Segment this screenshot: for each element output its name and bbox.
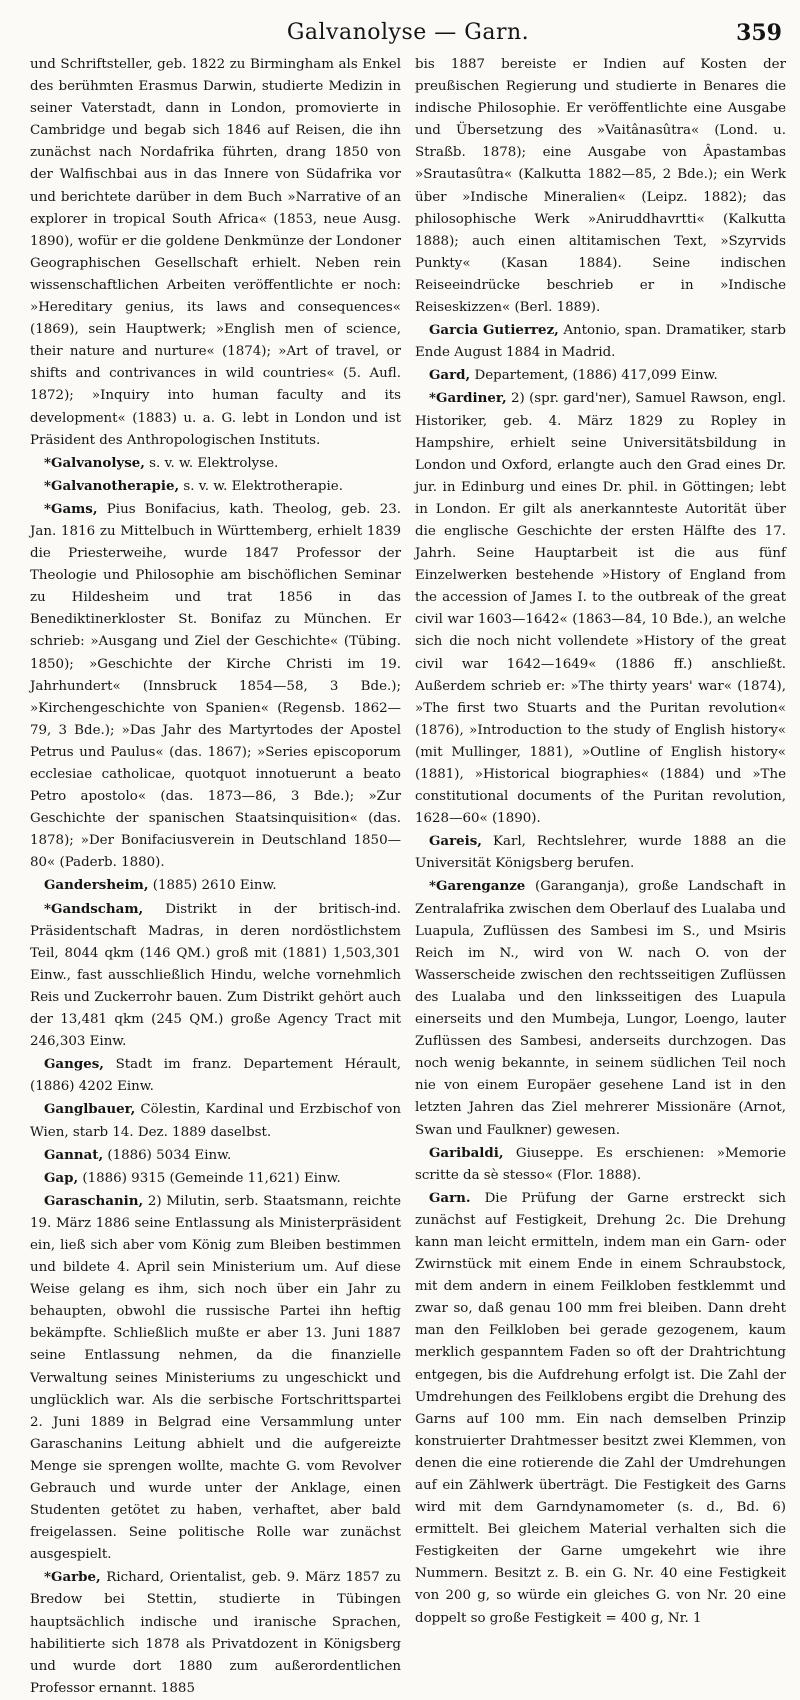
entry-text: Departement, (1886) 417,099 Einw. [470,368,718,384]
entry-headword: Ganges, [44,1056,104,1073]
entry-headword: Gandersheim, [44,877,149,894]
entry-text: s. v. w. Elektrotherapie. [179,478,343,494]
entry-text: 2) (spr. gard'ner), Samuel Rawson, engl. Historiker, geb. 4. März 1829 zu Ropley in Hampshire, erhielt seine Universitätsbildung in London und Oxford, erlangte auch den Grad eines Dr. jur. in Edinburg und eines Dr. phil. in Göttingen; lebt in London. Er gilt als anerkannteste Autorität über die englische Geschichte der ersten Hälfte des 17. Jahrh. Seine Hauptarbeit ist die aus fünf Einzelwerken bestehende »History of England from the accession of James I. to the outbreak of the great civil war 1603—1642« (1863—84, 10 Bde.), an welche sich die noch nicht vollendete »History of the great civil war 1642—1649« (1886 ff.) anschließt. Außerdem schrieb er: »The thirty years' war« (1874), »The first two Stuarts and the Puritan revolution« (1876), »Introduction to the study of English history« (mit Mullinger, 1881), »Outline of English history« (1881), »Historical biographies« (1884) und »The constitutional documents of the Puritan revolution, 1628—60« (1890). [415,391,786,827]
right-column [415,54,786,1700]
entry-text: Cölestin, Kardinal und Erzbischof von Wien, starb 14. Dez. 1889 daselbst. [30,1102,401,1140]
dictionary-entry [415,1187,786,1630]
entry-headword: Gard, [429,367,471,384]
entry-headword: *Garenganze [429,878,526,895]
entry-headword: Ganglbauer, [44,1101,136,1118]
dictionary-entry [30,452,401,475]
entry-text: und Schriftsteller, geb. 1822 zu Birmingham als Enkel des berühmten Erasmus Darwin, studierte Medizin in seiner Vaterstadt, dann in London, promovierte in Cambridge und begab sich 1846 auf Reisen, die ihn zunächst nach Nordafrika führten, drang 1850 von der Walfischbai aus in das Innere von Südafrika vor und berichtete darüber in dem Buch »Narrative of an explorer in tropical South Africa« (1853, neue Ausg. 1890), wofür er die goldene Denkmünze der Londoner Geographischen Gesellschaft erhielt. Neben rein wissenschaftlichen Arbeiten veröffentlichte er noch: »Hereditary genius, its laws and consequences« (1869), sein Hauptwerk; »English men of science, their nature and nurture« (1874); »Art of travel, or shifts and contrivances in wild countries« (5. Aufl. 1872); »Inquiry into human faculty and its development« (1883) u. a. G. lebt in London und ist Präsident des Anthropologischen Instituts. [30,57,401,448]
dictionary-entry [30,498,401,875]
running-title: Galvanolyse — Garn. [286,20,530,45]
entry-headword: *Gandscham, [44,900,144,917]
entry-text: Antonio, span. Dramatiker, starb Ende August 1884 in Madrid. [415,323,786,361]
dictionary-entry [30,1167,401,1190]
entry-headword: Garcia Gutierrez, [429,322,559,339]
entry-text: bis 1887 bereiste er Indien auf Kosten der preußischen Regierung und studierte in Benares die indische Philosophie. Er veröffentlichte eine Ausgabe und Übersetzung des »Vaitânasûtra« (Lond. u. Straßb. 1878); eine Ausgabe von Âpastambas »Srautasûtra« (Kalkutta 1882—85, 2 Bde.); ein Werk über »Indische Mineralien« (Leipz. 1882); das philosophische Werk »Aniruddhavrtti« (Kalkutta 1888); auch einen altitamischen Text, »Szyrvids Punkty« (Kasan 1884). Seine indischen Reiseeindrücke beschrieb er in »Indische Reiseskizzen« (Berl. 1889). [415,57,786,316]
page-number: 359 [736,20,782,46]
continued-text [415,54,786,319]
entry-text: (1885) 2610 Einw. [148,878,277,894]
entry-headword: Garaschanin, [44,1192,144,1209]
entry-text: Stadt im franz. Departement Hérault, (1886) 4202 Einw. [30,1057,401,1095]
dictionary-entry [30,874,401,897]
dictionary-entry [30,1098,401,1143]
entry-headword: Gannat, [44,1146,104,1163]
entry-text: Richard, Orientalist, geb. 9. März 1857 zu Bredow bei Stettin, studierte in Tübingen hauptsächlich indische und iranische Sprachen, habilitierte sich 1878 als Privatdozent in Königsberg und wurde dort 1880 zum außerordentlichen Professor ernannt. 1885 [30,1570,401,1696]
dictionary-entry [415,387,786,830]
dictionary-entry [415,319,786,364]
entry-headword: *Garbe, [44,1569,101,1586]
entry-headword: Gareis, [429,833,482,850]
entry-headword: *Galvanolyse, [44,454,145,471]
dictionary-entry [415,364,786,387]
continued-text [30,54,401,452]
entry-text: Distrikt in der britisch-ind. Präsidentschaft Madras, in deren nordöstlichstem Teil, 8044 qkm (146 QM.) groß mit (1881) 1,503,301 Einw., fast ausschließlich Hindu, welche vornehmlich Reis und Zuckerrohr bauen. Zum Distrikt gehört auch der 13,481 qkm (245 QM.) große Agency Tract mit 246,303 Einw. [30,901,401,1050]
dictionary-entry [415,830,786,875]
entry-text: 2) Milutin, serb. Staatsmann, reichte 19. März 1886 seine Entlassung als Ministerpräsident ein, ließ sich aber vom König zum Bleiben bestimmen und bildete 4. April sein Ministerium um. Auf diese Weise gelang es ihm, sich noch über ein Jahr zu behaupten, obwohl die russische Partei ihn heftig bekämpfte. Schließlich mußte er aber 13. Juni 1887 seine Entlassung nehmen, da die finanzielle Verwaltung seines Ministeriums zu ungeschickt und unglücklich war. Als die serbische Fortschrittspartei 2. Juni 1889 in Belgrad eine Versammlung unter Garaschanins Leitung abhielt und die aufgereizte Menge sie sprengen wollte, machte G. vom Revolver Gebrauch und wurde unter der Anklage, einen Studenten getötet zu haben, verhaftet, aber bald freigelassen. Seine politische Rolle war zunächst ausgespielt. [30,1193,401,1563]
entry-text: Pius Bonifacius, kath. Theolog, geb. 23. Jan. 1816 zu Mittelbuch in Württemberg, erhielt 1839 die Priesterweihe, wurde 1847 Professor der Theologie und Philosophie am bischöflichen Seminar zu Hildesheim und trat 1856 in das Benediktinerkloster St. Bonifaz zu München. Er schrieb: »Ausgang und Ziel der Geschichte« (Tübing. 1850); »Geschichte der Kirche Christi im 19. Jahrhundert« (Innsbruck 1854—58, 3 Bde.); »Kirchengeschichte von Spanien« (Regensb. 1862—79, 3 Bde.); »Das Jahr des Martyrtodes der Apostel Petrus und Paulus« (das. 1867); »Series episcoporum ecclesiae catholicae, quotquot innotuerunt a beato Petro apostolo« (das. 1873—86, 3 Bde.); »Zur Geschichte der spanischen Staatsinquisition« (das. 1878); »Der Bonifaciusverein in Deutschland 1850—80« (Paderb. 1880). [30,501,401,871]
dictionary-entry [30,1144,401,1167]
entry-text: (1886) 5034 Einw. [103,1147,232,1163]
entry-text: s. v. w. Elektrolyse. [144,455,279,471]
entry-headword: Garn. [429,1189,471,1206]
entry-text: Giuseppe. Es erschienen: »Memorie scritte da sè stesso« (Flor. 1888). [415,1145,786,1183]
entry-headword: *Gardiner, [429,390,507,407]
entry-headword: *Gams, [44,500,98,517]
dictionary-entry [30,898,401,1054]
dictionary-entry [30,1053,401,1098]
entry-headword: *Galvanotherapie, [44,477,180,494]
dictionary-entry [30,1566,401,1700]
dictionary-entry [415,875,786,1141]
page-header [30,6,786,54]
text-columns [30,54,786,1700]
dictionary-entry [30,475,401,498]
entry-headword: Gap, [44,1169,79,1186]
entry-text: (Garanganja), große Landschaft in Zentralafrika zwischen dem Oberlauf des Lualaba und Luapula, Zuflüssen des Sambesi im S., und Msiris Reich im N., wird von W. nach O. von der Wasserscheide zwischen den rechtsseitigen Zuflüssen des Lualaba und den linksseitigen des Luapula einerseits und den Mumbeja, Lungor, Loengo, lauter Zuflüssen des Sambesi, anderseits durchzogen. Das noch wenig bekannte, in seinem südlichen Teil noch nie von einem Europäer gesehene Land ist in den letzten Jahren das Ziel mehrerer Missionäre (Arnot, Swan und Faulkner) gewesen. [415,879,786,1138]
left-column [30,54,401,1700]
entry-text: Karl, Rechtslehrer, wurde 1888 an die Universität Königsberg berufen. [415,834,786,872]
entry-headword: Garibaldi, [429,1144,504,1161]
entry-text: Die Prüfung der Garne erstreckt sich zunächst auf Festigkeit, Drehung 2c. Die Drehung kann man leicht ermitteln, indem man ein Garn- oder Zwirnstück mit einem Ende in einem Schraubstock, mit dem andern in einem Feilkloben festklemmt und zwar so, daß genau 100 mm frei bleiben. Dann dreht man den Feilkloben bei gerade gezogenem, kaum merklich gespanntem Faden so oft der Drahtrichtung entgegen, bis die Aufdrehung erfolgt ist. Die Zahl der Umdrehungen des Feilklobens ergibt die Drehung des Garns auf 100 mm. Ein nach demselben Prinzip konstruierter Drahtmesser besitzt zwei Klemmen, von denen die eine rotierende die Zahl der Umdrehungen auf ein Zählwerk überträgt. Die Festigkeit des Garns wird mit dem Garndynamometer (s. d., Bd. 6) ermittelt. Bei gleichem Material verhalten sich die Festigkeiten der Garne umgekehrt wie ihre Nummern. Besitzt z. B. ein G. Nr. 40 eine Festigkeit von 200 g, so würde ein gleiches G. von Nr. 20 eine doppelt so große Festigkeit = 400 g, Nr. 1 [415,1190,786,1626]
dictionary-entry [415,1142,786,1187]
entry-text: (1886) 9315 (Gemeinde 11,621) Einw. [78,1170,341,1186]
dictionary-entry [30,1190,401,1567]
